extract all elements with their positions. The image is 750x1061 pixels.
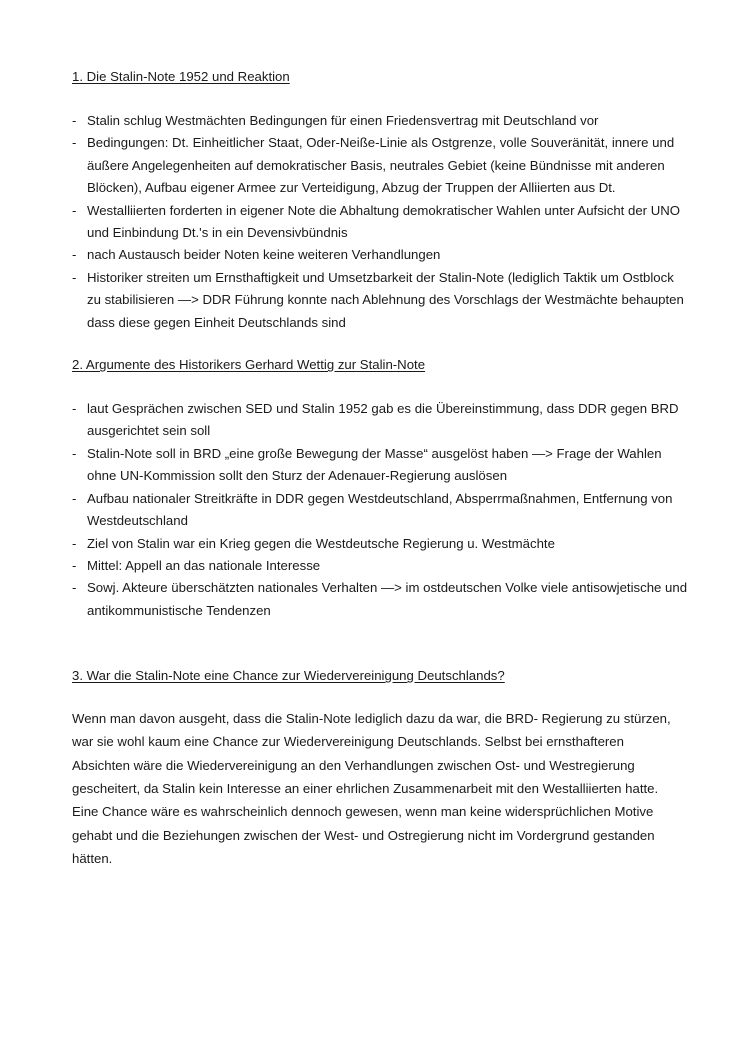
bullet-dash-icon: -: [72, 113, 77, 128]
list-item: - Westalliierten forderten in eigener Note die Abhaltung demokratischer Wahlen unter Aufsicht der UNO und Einbindung Dt.'s in ein Devensivbündnis: [72, 200, 690, 245]
list-item: - Historiker streiten um Ernsthaftigkeit und Umsetzbarkeit der Stalin-Note (lediglich Taktik um Ostblock zu stabilisieren —> DDR Führung konnte nach Ablehnung des Vorschlags der Westmächte behaupten dass diese gegen Einheit Deutschlands sind: [72, 267, 690, 334]
list-item: - Stalin-Note soll in BRD „eine große Bewegung der Masse“ ausgelöst haben —> Frage der Wahlen ohne UN-Kommission sollt den Sturz der Adenauer-Regierung auslösen: [72, 443, 690, 488]
bullet-dash-icon: -: [72, 135, 77, 151]
bullet-dash-icon: -: [72, 490, 77, 506]
list-item: - nach Austausch beider Noten keine weiteren Verhandlungen: [72, 244, 690, 266]
section-2-list: [72, 398, 690, 622]
list-item: - Stalin schlug Westmächten Bedingungen für einen Friedensvertrag mit Deutschland vor: [72, 110, 690, 132]
section-3-paragraph: Wenn man davon ausgeht, dass die Stalin-Note lediglich dazu da war, die BRD- Regierung zu stürzen, war sie wohl kaum eine Chance zur Wiedervereinigung Deutschlands. Selbst bei ernsthafteren Absichten wäre die Wiedervereinigung an den Verhandlungen zwischen Ost- und Westregierung gescheitert, da Stalin kein Interesse an einer ehrlichen Zusammenarbeit mit den Westalliierten hatte. Eine Chance wäre es wahrscheinlich dennoch gewesen, wenn man keine widersprüchlichen Motive gehabt und die Beziehungen zwischen der West- und Ostregierung nicht im Vordergrund gestanden hätten.: [72, 711, 671, 866]
bullet-dash-icon: -: [72, 202, 77, 218]
bullet-dash-icon: -: [72, 269, 77, 285]
section-1-heading: 1. Die Stalin-Note 1952 und Reaktion: [72, 69, 290, 84]
section-2-heading: 2. Argumente des Historikers Gerhard Wettig zur Stalin-Note: [72, 357, 426, 373]
bullet-dash-icon: -: [72, 445, 77, 461]
section-1-list: [72, 110, 690, 334]
bullet-dash-icon: -: [72, 535, 77, 551]
list-item: - Ziel von Stalin war ein Krieg gegen die Westdeutsche Regierung u. Westmächte: [72, 533, 690, 555]
bullet-dash-icon: -: [72, 247, 77, 263]
list-item: - Aufbau nationaler Streitkräfte in DDR gegen Westdeutschland, Absperrmaßnahmen, Entfernung von Westdeutschland: [72, 488, 690, 533]
bullet-dash-icon: -: [72, 580, 77, 596]
section-3-heading: 3. War die Stalin-Note eine Chance zur Wiedervereinigung Deutschlands?: [72, 668, 505, 684]
list-item: - Mittel: Appell an das nationale Interesse: [72, 555, 690, 577]
list-item: - laut Gesprächen zwischen SED und Stalin 1952 gab es die Übereinstimmung, dass DDR gegen BRD ausgerichtet sein soll: [72, 398, 690, 443]
list-item: - Sowj. Akteure überschätzten nationales Verhalten —> im ostdeutschen Volke viele antisowjetische und antikommunistische Tendenzen: [72, 577, 690, 622]
list-item: - Bedingungen: Dt. Einheitlicher Staat, Oder-Neiße-Linie als Ostgrenze, volle Souveränität, innere und äußere Angelegenheiten auf demokratischer Basis, neutrales Gebiet (keine Bündnisse mit anderen Blöcken), Aufbau eigener Armee zur Verteidigung, Abzug der Truppen der Alliierten aus Dt.: [72, 132, 690, 199]
bullet-dash-icon: -: [72, 557, 77, 573]
bullet-dash-icon: -: [72, 401, 77, 417]
